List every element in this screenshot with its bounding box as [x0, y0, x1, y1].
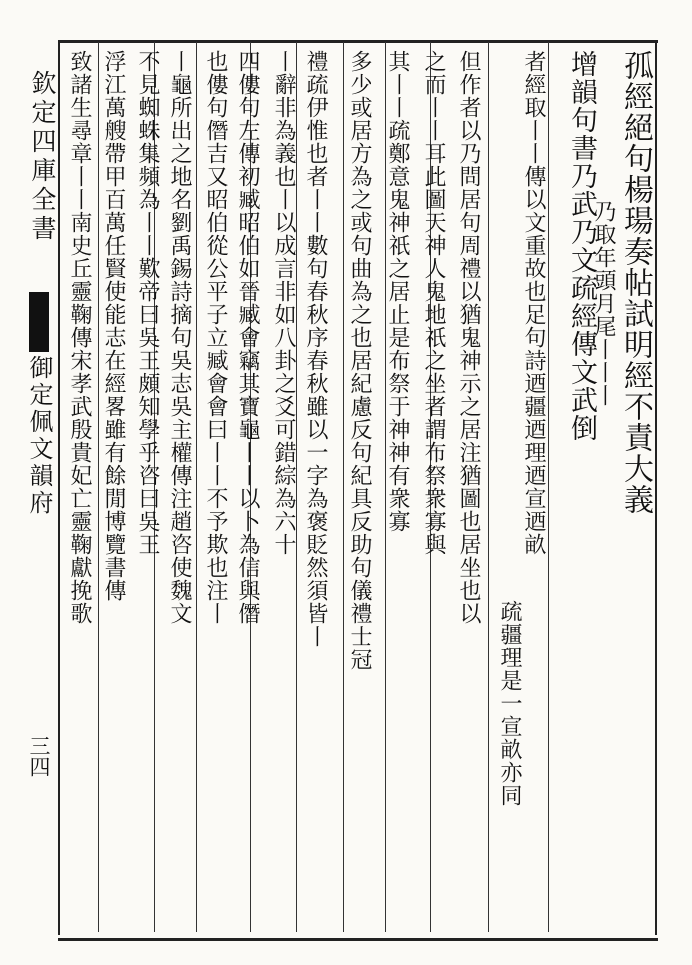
- text-column: 禮疏伊惟也者丨丨數句春秋序春秋雖以一字為褒貶然須皆丨: [303, 50, 328, 648]
- text-column: 疏疆理是一宣畝亦同: [497, 600, 522, 807]
- text-column: 也僂句僭吉又昭伯從公平子立臧會會曰丨丨不予欺也注丨: [203, 50, 228, 625]
- text-column: 其丨丨疏鄭意鬼神祇之居止是布祭于神神有衆寡: [385, 50, 410, 533]
- text-column: 增韻句書乃武乃文疏經傳文武倒: [566, 50, 597, 442]
- text-column: 孤經絕句楊瑒奏帖試明經不責大義: [618, 50, 653, 515]
- column-rule: [488, 42, 489, 932]
- fishtail-band: [29, 292, 49, 352]
- series-title: 欽定四庫全書: [28, 70, 57, 244]
- text-column: 乃取年頭月尾丨丨丨: [591, 200, 616, 407]
- book-title: 御定佩文韻府: [25, 355, 53, 517]
- column-rule: [196, 42, 197, 932]
- text-column: 致諸生尋章丨丨南史丘靈鞠傳宋孝武殷貴妃亡靈鞠獻挽歌: [67, 50, 92, 625]
- text-column: 者經取丨丨傳以文重故也足句詩迺疆迺理迺宣迺畝: [521, 50, 546, 556]
- text-column: 丨龜所出之地名劉禹錫詩摘句吳志吳主權傳注趙咨使魏文: [167, 50, 192, 625]
- column-rule: [98, 42, 99, 932]
- text-column: 之而丨丨耳此圖天神人鬼地祇之坐者謂布祭衆寡與: [421, 50, 446, 556]
- column-rule: [548, 42, 549, 932]
- text-column: 四僂句左傳初臧昭伯如晉臧會竊其寶龜丨丨以卜為信與僭: [235, 50, 260, 625]
- text-column: 不見蜘蛛集頻為丨丨歎帝曰吳王頗知學乎咨曰吳王: [135, 50, 160, 556]
- page-number: 三四: [27, 735, 51, 777]
- text-column: 丨辭非為義也丨以成言非如八卦之爻可錯綜為六十: [271, 50, 296, 556]
- column-rule: [296, 42, 297, 932]
- text-column: 多少或居方為之或句曲為之也居紀慮反句紀具反助句儀禮士冠: [347, 50, 372, 671]
- text-column: 浮江萬艘帶甲百萬任賢使能志在經畧雖有餘閒博覽書傳: [101, 50, 126, 602]
- column-rule: [343, 42, 344, 932]
- text-column: 但作者以乃問居句周禮以猶鬼神示之居注猶圖也居坐也以: [456, 50, 481, 625]
